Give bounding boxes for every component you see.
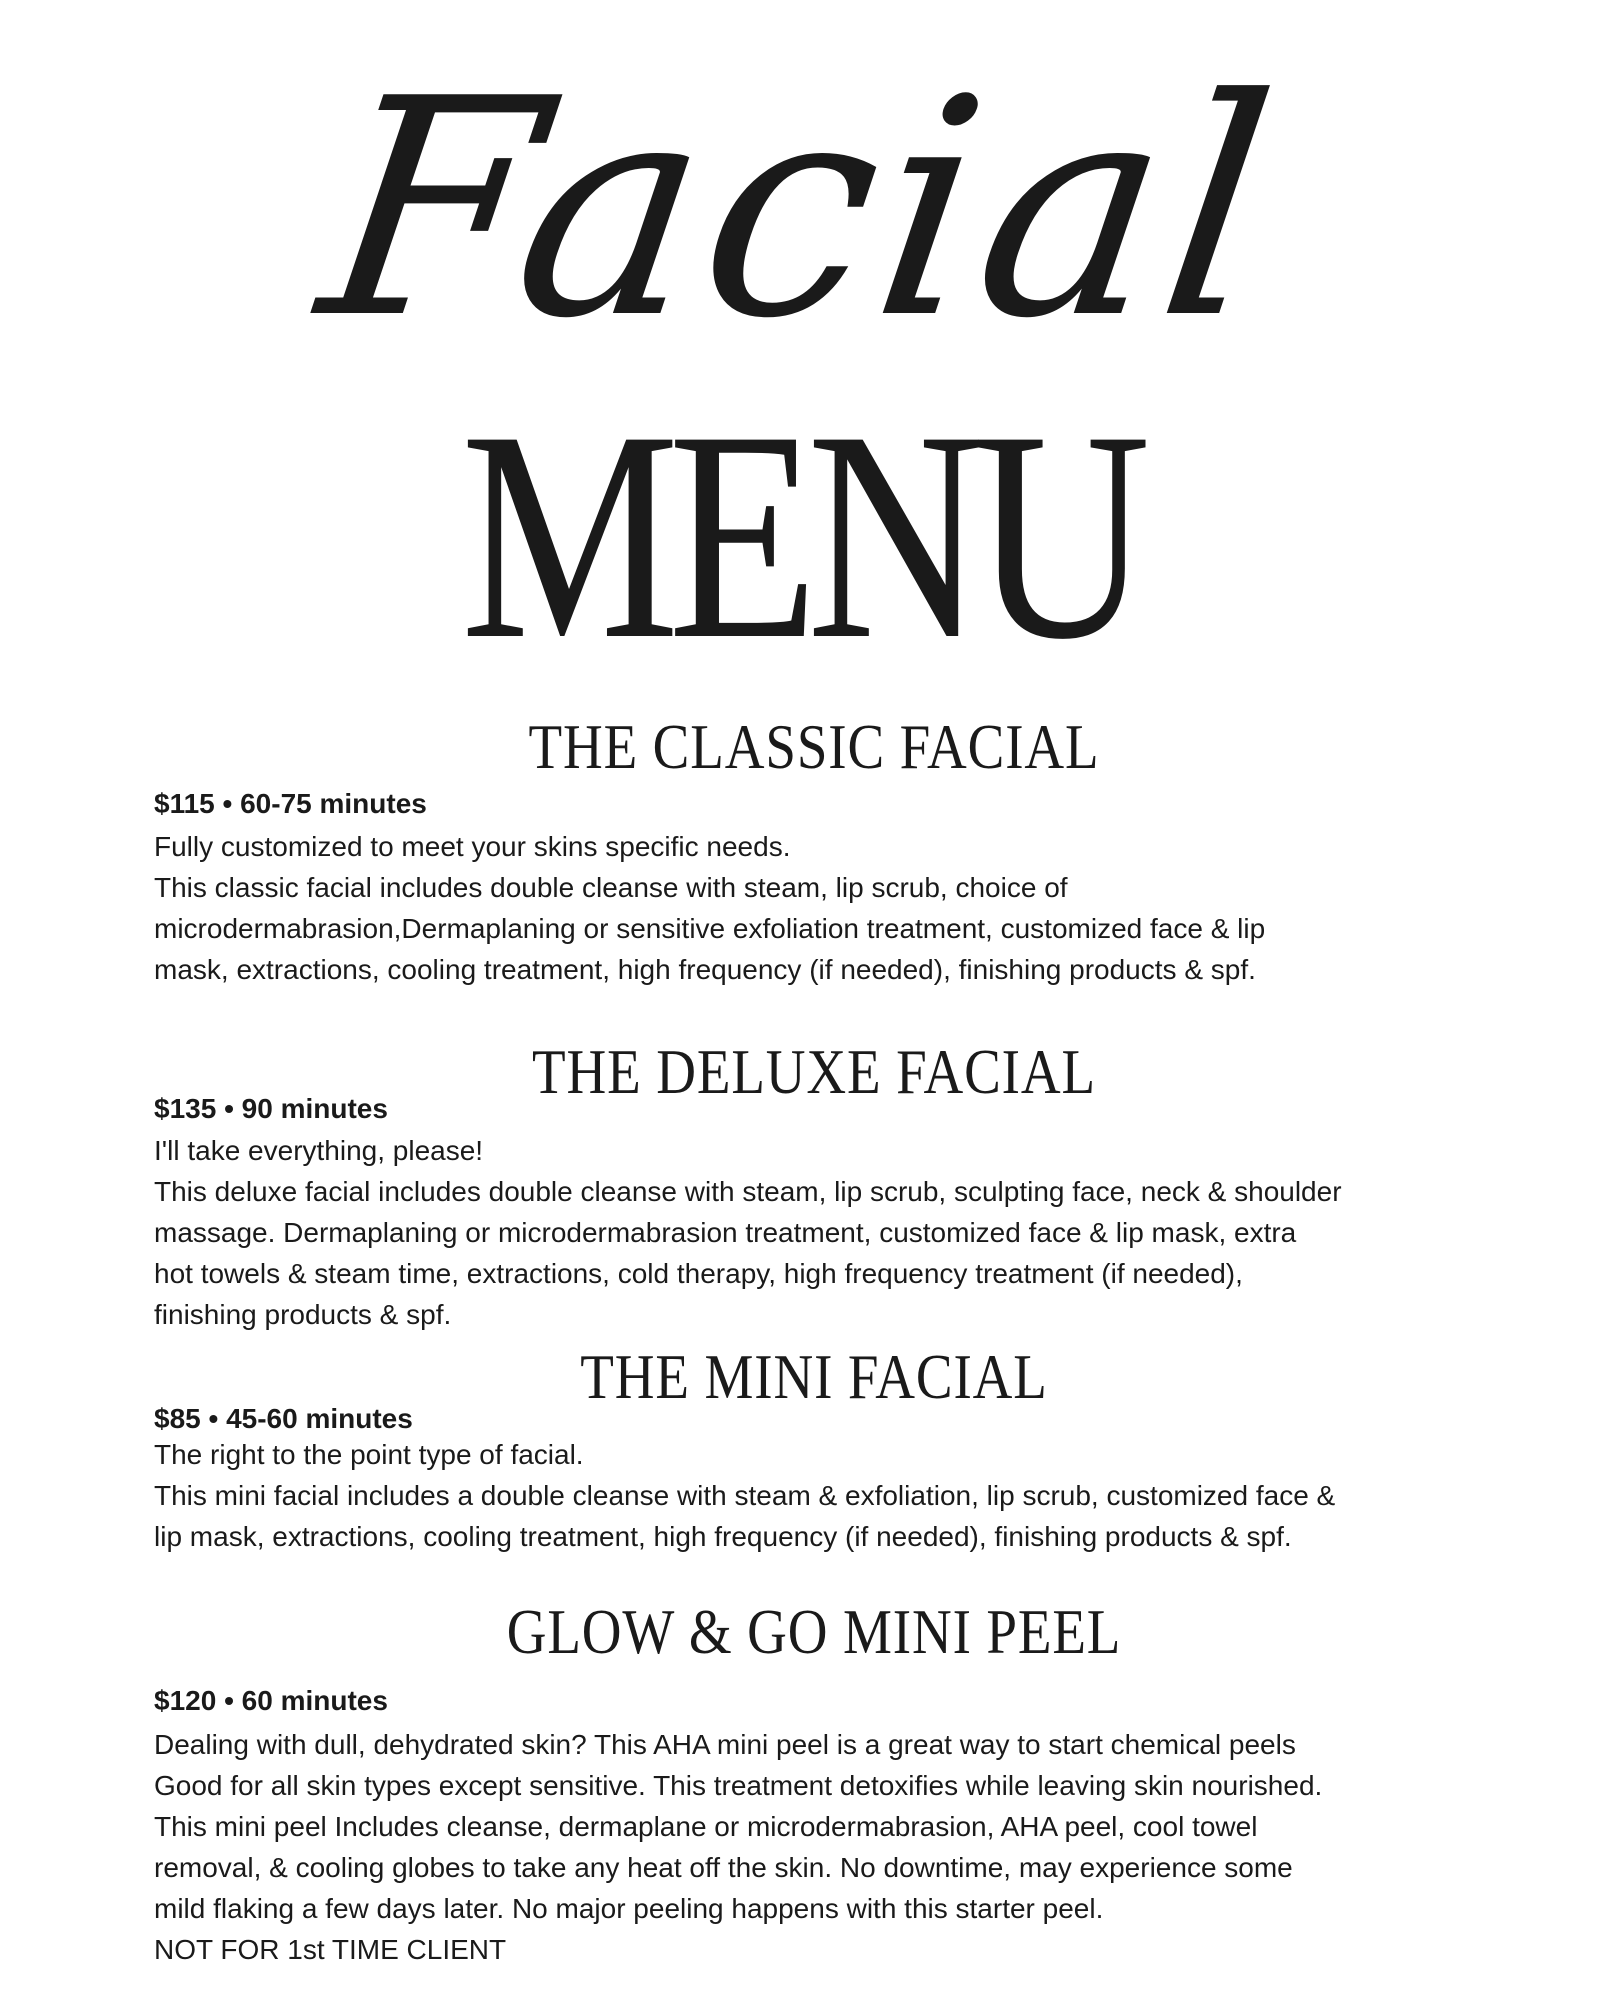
description-line: lip mask, extractions, cooling treatment, high frequency (if needed), finishing products & spf. xyxy=(154,1521,1292,1552)
description-line: hot towels & steam time, extractions, cold therapy, high frequency treatment (if needed), xyxy=(154,1258,1243,1289)
description-line: This mini facial includes a double cleanse with steam & exfoliation, lip scrub, customized face & xyxy=(154,1480,1336,1511)
service-description xyxy=(154,826,1484,990)
title-menu: MENU xyxy=(460,369,1140,701)
service-classic-facial xyxy=(154,711,1474,995)
service-description xyxy=(154,1434,1484,1557)
description-line: finishing products & spf. xyxy=(154,1299,452,1330)
service-name: THE DELUXE FACIAL xyxy=(532,1036,1096,1107)
description-line: mild flaking a few days later. No major peeling happens with this starter peel. xyxy=(154,1893,1104,1924)
description-line: Good for all skin types except sensitive. This treatment detoxifies while leaving skin nourished. xyxy=(154,1770,1323,1801)
description-line: Fully customized to meet your skins specific needs. xyxy=(154,831,791,862)
description-line: mask, extractions, cooling treatment, high frequency (if needed), finishing products & spf. xyxy=(154,954,1256,985)
service-name: THE MINI FACIAL xyxy=(580,1341,1048,1412)
description-line: I'll take everything, please! xyxy=(154,1135,484,1166)
service-description xyxy=(154,1724,1484,1970)
description-line: microdermabrasion,Dermaplaning or sensitive exfoliation treatment, customized face & lip xyxy=(154,913,1266,944)
description-line: This deluxe facial includes double cleanse with steam, lip scrub, sculpting face, neck & shoulder xyxy=(154,1176,1342,1207)
service-price-duration: $85 • 45-60 minutes xyxy=(154,1403,413,1434)
service-price-duration: $135 • 90 minutes xyxy=(154,1093,388,1124)
service-price-duration: $120 • 60 minutes xyxy=(154,1685,388,1716)
description-line: The right to the point type of facial. xyxy=(154,1439,584,1470)
service-price-duration: $115 • 60-75 minutes xyxy=(154,788,427,819)
title-script-facial: Facial xyxy=(304,35,1296,384)
description-line: This classic facial includes double cleanse with steam, lip scrub, choice of xyxy=(154,872,1068,903)
service-description xyxy=(154,1130,1484,1335)
description-line: removal, & cooling globes to take any heat off the skin. No downtime, may experience some xyxy=(154,1852,1293,1883)
service-deluxe-facial xyxy=(154,1036,1474,1340)
service-glow-and-go-mini-peel xyxy=(154,1596,1474,1980)
description-line: Dealing with dull, dehydrated skin? This AHA mini peel is a great way to start chemical peels xyxy=(154,1729,1296,1760)
service-mini-facial xyxy=(154,1341,1474,1555)
description-line: NOT FOR 1st TIME CLIENT xyxy=(154,1934,507,1965)
service-name: THE CLASSIC FACIAL xyxy=(528,711,1100,782)
description-line: This mini peel Includes cleanse, dermaplane or microdermabrasion, AHA peel, cool towel xyxy=(154,1811,1258,1842)
service-name: GLOW & GO MINI PEEL xyxy=(506,1596,1122,1667)
description-line: massage. Dermaplaning or microdermabrasion treatment, customized face & lip mask, extra xyxy=(154,1217,1297,1248)
